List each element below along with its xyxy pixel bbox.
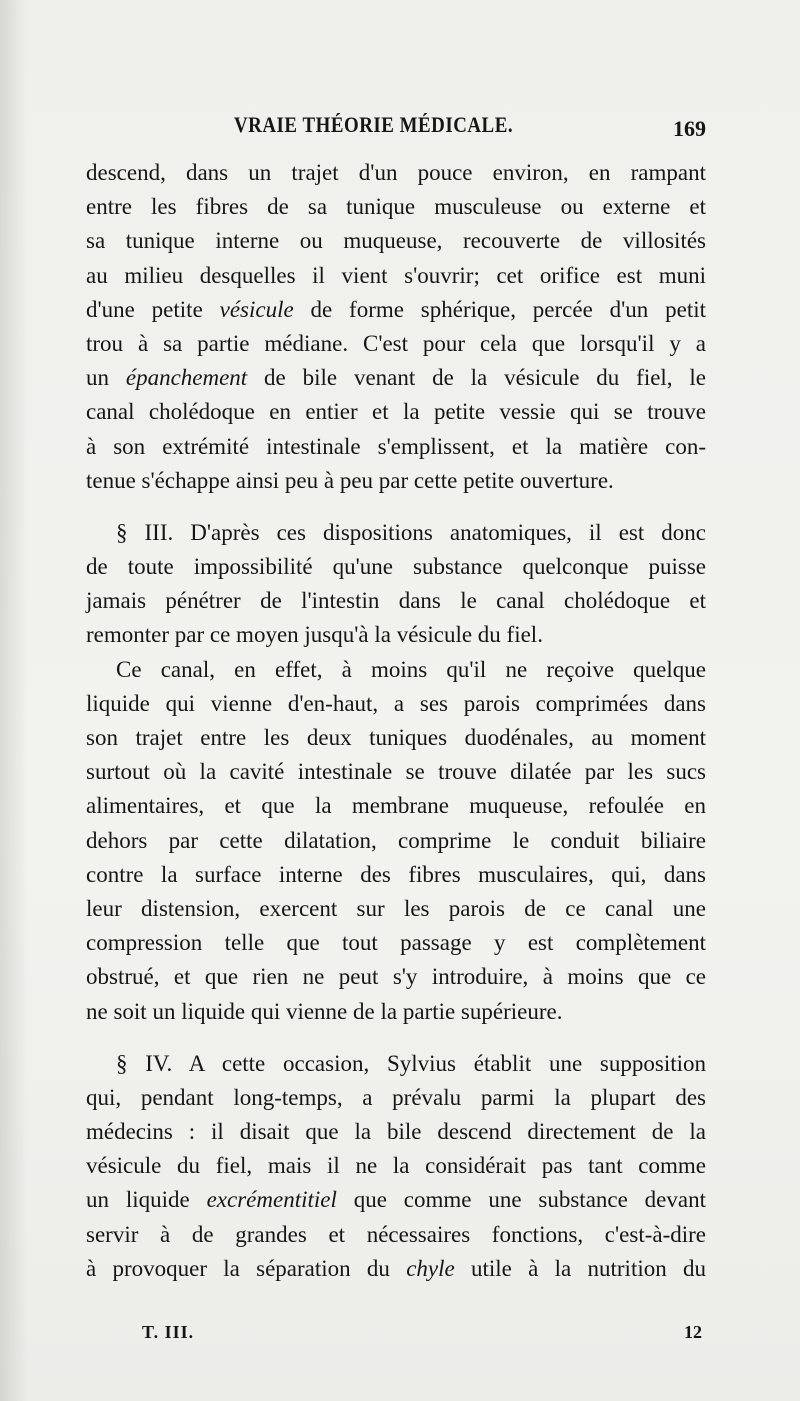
- text-line: servir à de grandes et nécessaires fonctions, c'est-à-dire: [86, 1221, 706, 1247]
- paragraph-gap: [86, 1029, 706, 1047]
- text-line: à son extrémité intestinale s'emplissent, et la matière con-: [86, 433, 706, 459]
- text-line: un épanchement de bile venant de la vésicule du fiel, le: [86, 365, 707, 391]
- text-line: qui, pendant long-temps, a prévalu parmi la plupart des: [86, 1084, 706, 1110]
- text-line: de toute impossibilité qu'une substance quelconque puisse: [86, 554, 706, 580]
- text-line: dehors par cette dilatation, comprime le conduit biliaire: [86, 827, 706, 853]
- text-line: canal cholédoque en entier et la petite vessie qui se trouve: [86, 399, 706, 425]
- text-line: § IV. A cette occasion, Sylvius établit une supposition: [116, 1050, 706, 1076]
- gathering-signature: 12: [684, 1322, 702, 1342]
- text-line: compression telle que tout passage y est complètement: [86, 930, 706, 956]
- text-line: descend, dans un trajet d'un pouce environ, en rampant: [86, 160, 706, 185]
- paragraph: [86, 156, 706, 498]
- text-line: d'une petite vésicule de forme sphérique, percée d'un petit: [86, 296, 706, 322]
- text-line: surtout où la cavité intestinale se trouve dilatée par les sucs: [86, 759, 706, 785]
- paragraph: [86, 1047, 706, 1286]
- italic-term: épanchement: [125, 365, 248, 391]
- italic-term: excrémentitiel: [206, 1187, 337, 1213]
- text-line: contre la surface interne des fibres musculaires, qui, dans: [86, 861, 706, 887]
- text-line: ne soit un liquide qui vienne de la partie supérieure.: [86, 998, 563, 1024]
- body-text: [86, 156, 706, 1286]
- text-line: médecins : il disait que la bile descend directement de la: [86, 1119, 706, 1145]
- text-line: un liquide excrémentitiel que comme une substance devant: [86, 1187, 706, 1213]
- text-line: § III. D'après ces dispositions anatomiques, il est donc: [116, 519, 706, 545]
- text-line: tenue s'échappe ainsi peu à peu par cette petite ouverture.: [86, 467, 614, 493]
- text-line: trou à sa partie médiane. C'est pour cela que lorsqu'il y a: [86, 330, 706, 356]
- volume-signature: T. III.: [142, 1322, 195, 1342]
- text-line: sa tunique interne ou muqueuse, recouverte de villosités: [86, 228, 706, 254]
- page-footer: [142, 1322, 702, 1352]
- text-line: son trajet entre les deux tuniques duodénales, au moment: [86, 725, 706, 750]
- text-line: remonter par ce moyen jusqu'à la vésicule du fiel.: [86, 622, 543, 648]
- paragraph: [86, 516, 706, 653]
- page-number: 169: [673, 116, 706, 141]
- text-line: vésicule du fiel, mais il ne la considérait pas tant comme: [86, 1153, 706, 1179]
- text-line: à provoquer la séparation du chyle utile à la nutrition du: [86, 1255, 706, 1281]
- text-line: au milieu desquelles il vient s'ouvrir; cet orifice est muni: [86, 262, 706, 288]
- text-line: jamais pénétrer de l'intestin dans le canal cholédoque et: [86, 588, 706, 614]
- text-line: Ce canal, en effet, à moins qu'il ne reçoive quelque: [116, 656, 706, 682]
- page-header: [86, 112, 712, 148]
- text-line: obstrué, et que rien ne peut s'y introduire, à moins que ce: [86, 964, 706, 990]
- italic-term: chyle: [406, 1255, 455, 1281]
- paragraph: [86, 653, 706, 1029]
- running-title: VRAIE THÉORIE MÉDICALE.: [234, 112, 514, 137]
- paragraph-gap: [86, 498, 706, 516]
- italic-term: vésicule: [219, 296, 294, 322]
- text-line: leur distension, exercent sur les parois de ce canal une: [86, 895, 706, 921]
- text-line: entre les fibres de sa tunique musculeuse ou externe et: [86, 194, 706, 220]
- text-line: liquide qui vienne d'en-haut, a ses parois comprimées dans: [86, 690, 706, 716]
- text-line: alimentaires, et que la membrane muqueuse, refoulée en: [86, 793, 706, 819]
